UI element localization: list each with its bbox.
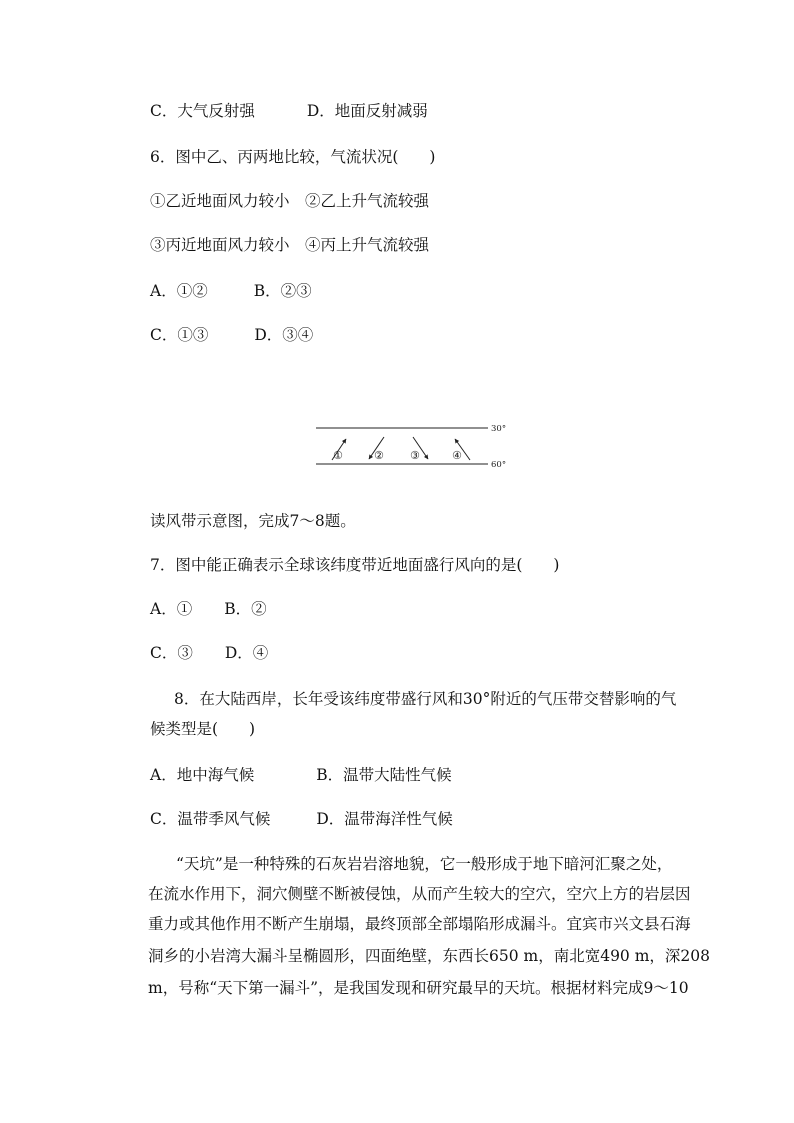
q6-option-b: B．②③ bbox=[253, 282, 312, 300]
q8-option-b: B．温带大陆性气候 bbox=[316, 766, 452, 784]
passage-line-1: “天坑”是一种特殊的石灰岩岩溶地貌，它一般形成于地下暗河汇聚之处， bbox=[176, 855, 673, 873]
wind-belt-diagram bbox=[312, 420, 512, 472]
q6-option-c: C．①③ bbox=[150, 326, 209, 344]
q8-option-c: C．温带季风气候 bbox=[150, 810, 271, 828]
latitude-label-30: 30° bbox=[491, 424, 507, 434]
marker-2: ② bbox=[374, 449, 384, 462]
q7-options-ab bbox=[150, 598, 267, 620]
q7-option-d: D．④ bbox=[224, 644, 269, 662]
passage-line-5: m，号称“天下第一漏斗”，是我国发现和研究最早的天坑。根据材料完成9～10 bbox=[148, 979, 689, 997]
q6-option-d: D．③④ bbox=[254, 326, 314, 344]
q5-options-row bbox=[150, 100, 428, 122]
q5-option-c: C．大气反射强 bbox=[150, 102, 255, 120]
passage-line-3: 重力或其他作用不断产生崩塌，最终顶部全部塌陷形成漏斗。宜宾市兴文县石海 bbox=[148, 915, 691, 933]
q8-option-a: A．地中海气候 bbox=[150, 766, 255, 784]
q7-stem: 7．图中能正确表示全球该纬度带近地面盛行风向的是( ) bbox=[150, 556, 560, 574]
q7-option-c: C．③ bbox=[150, 644, 193, 662]
q7-options-cd bbox=[150, 642, 268, 664]
marker-3: ③ bbox=[410, 449, 420, 462]
q6-statements-1: ①乙近地面风力较小 ②乙上升气流较强 bbox=[150, 192, 430, 210]
q8-options-ab bbox=[150, 764, 452, 786]
marker-4: ④ bbox=[452, 449, 462, 462]
q7-option-a: A．① bbox=[150, 600, 193, 618]
q8-options-cd bbox=[150, 808, 453, 830]
q8-option-d: D．温带海洋性气候 bbox=[316, 810, 453, 828]
q6-options-ab bbox=[150, 280, 312, 302]
q6-option-a: A．①② bbox=[150, 282, 208, 300]
marker-1: ① bbox=[333, 449, 343, 462]
q6-stem: 6．图中乙、丙两地比较，气流状况( ) bbox=[150, 148, 436, 166]
passage-line-2: 在流水作用下，洞穴侧壁不断被侵蚀，从而产生较大的空穴，空穴上方的岩层因 bbox=[148, 885, 691, 903]
latitude-label-60: 60° bbox=[491, 460, 507, 470]
q6-options-cd bbox=[150, 324, 313, 346]
q8-stem-line1: 8．在大陆西岸，长年受该纬度带盛行风和30°附近的气压带交替影响的气 bbox=[174, 690, 677, 708]
passage-line-4: 洞乡的小岩湾大漏斗呈椭圆形，四面绝壁，东西长650 m，南北宽490 m，深208 bbox=[148, 947, 711, 965]
intro-7-8: 读风带示意图，完成7～8题。 bbox=[150, 512, 356, 530]
q7-option-b: B．② bbox=[224, 600, 267, 618]
q8-stem-line2: 候类型是( ) bbox=[150, 720, 256, 738]
q6-statements-2: ③丙近地面风力较小 ④丙上升气流较强 bbox=[150, 236, 430, 254]
q5-option-d: D．地面反射减弱 bbox=[306, 102, 428, 120]
